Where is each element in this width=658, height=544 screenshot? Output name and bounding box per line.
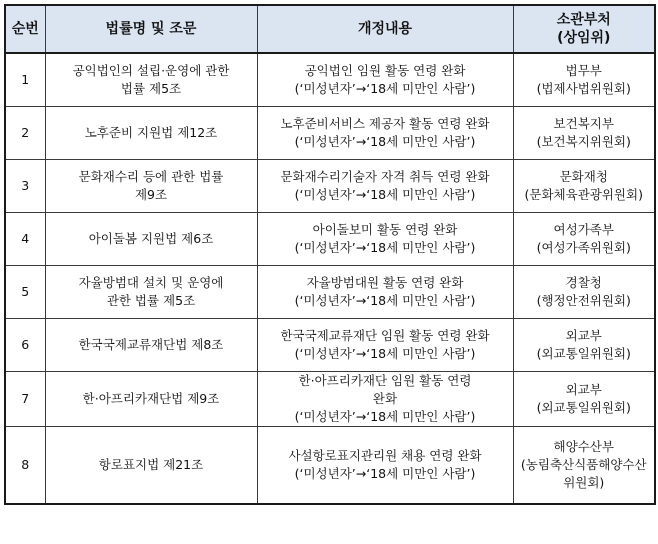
table-row [5, 319, 655, 372]
law-text: 아이돌봄 지원법 제6조 [88, 231, 214, 246]
content-cell [257, 319, 513, 372]
content-cell [257, 107, 513, 160]
content-text: (‘미성년자’→‘18세 미만인 사람’) [294, 466, 476, 481]
content-text: (‘미성년자’→‘18세 미만인 사람’) [294, 409, 476, 424]
law-text: 법률 제5조 [120, 81, 182, 96]
law-text: 한국국제교류재단법 제8조 [78, 337, 224, 352]
content-text: (‘미성년자’→‘18세 미만인 사람’) [294, 81, 476, 96]
committee-text: 위원회) [563, 475, 605, 490]
header-dept-line1: 소관부처 [556, 12, 611, 28]
committee-text: (법제사법위원회) [536, 81, 631, 96]
dept-cell [513, 107, 655, 160]
law-text: 문화재수리 등에 관한 법률 [78, 169, 224, 184]
dept-text: 문화재청 [559, 169, 608, 184]
law-cell [45, 107, 257, 160]
content-cell [257, 266, 513, 319]
table-row [5, 213, 655, 266]
row-no: 3 [5, 160, 45, 213]
dept-text: 해양수산부 [553, 439, 614, 454]
dept-text: 보건복지부 [553, 116, 614, 131]
dept-text: 법무부 [565, 63, 602, 78]
content-text: (‘미성년자’→‘18세 미만인 사람’) [294, 134, 476, 149]
header-row [5, 5, 655, 53]
committee-text: (외교통일위원회) [536, 400, 631, 415]
row-no: 6 [5, 319, 45, 372]
law-text: 제9조 [134, 187, 168, 202]
row-no: 4 [5, 213, 45, 266]
law-amendment-table [4, 4, 656, 505]
table-row [5, 266, 655, 319]
law-text: 노후준비 지원법 제12조 [84, 125, 218, 140]
content-cell [257, 427, 513, 505]
law-cell [45, 427, 257, 505]
dept-cell [513, 427, 655, 505]
content-cell [257, 372, 513, 427]
law-cell [45, 53, 257, 107]
law-cell [45, 266, 257, 319]
content-cell [257, 213, 513, 266]
table-row [5, 160, 655, 213]
law-text: 공익법인의 설립·운영에 관한 [72, 63, 230, 78]
dept-cell [513, 266, 655, 319]
committee-text: (외교통일위원회) [536, 346, 631, 361]
row-no: 5 [5, 266, 45, 319]
committee-text: (보건복지위원회) [536, 134, 631, 149]
header-dept-line2: (상임위) [557, 30, 611, 46]
content-text: 사설항로표지관리원 채용 연령 완화 [288, 448, 482, 463]
law-text: 한·아프리카재단법 제9조 [82, 391, 220, 406]
committee-text: (행정안전위원회) [536, 293, 631, 308]
content-text: 노후준비서비스 제공자 활동 연령 완화 [280, 116, 490, 131]
law-cell [45, 213, 257, 266]
dept-cell [513, 53, 655, 107]
law-cell [45, 319, 257, 372]
table-row [5, 427, 655, 505]
content-text: (‘미성년자’→‘18세 미만인 사람’) [294, 346, 476, 361]
dept-text: 여성가족부 [553, 222, 614, 237]
header-law: 법률명 및 조문 [45, 5, 257, 53]
dept-text: 외교부 [565, 328, 602, 343]
dept-cell [513, 160, 655, 213]
committee-text: (농림축산식품해양수산 [520, 457, 647, 472]
dept-cell [513, 319, 655, 372]
content-text: 문화재수리기술자 자격 취득 연령 완화 [280, 169, 490, 184]
content-text: 한국국제교류재단 임원 활동 연령 완화 [280, 328, 490, 343]
header-dept [513, 5, 655, 53]
dept-cell [513, 213, 655, 266]
table-row [5, 107, 655, 160]
law-text: 자율방범대 설치 및 운영에 [78, 275, 224, 290]
row-no: 8 [5, 427, 45, 505]
row-no: 2 [5, 107, 45, 160]
content-text: 아이돌보미 활동 연령 완화 [312, 222, 458, 237]
header-content: 개정내용 [257, 5, 513, 53]
dept-cell [513, 372, 655, 427]
content-text: 공익법인 임원 활동 연령 완화 [304, 63, 466, 78]
header-no: 순번 [5, 5, 45, 53]
table-row [5, 372, 655, 427]
law-cell [45, 160, 257, 213]
law-text: 항로표지법 제21조 [98, 457, 204, 472]
content-text: 완화 [372, 391, 398, 406]
content-cell [257, 53, 513, 107]
content-text: (‘미성년자’→‘18세 미만인 사람’) [294, 187, 476, 202]
dept-text: 경찰청 [565, 275, 602, 290]
content-text: (‘미성년자’→‘18세 미만인 사람’) [294, 240, 476, 255]
content-cell [257, 160, 513, 213]
content-text: 한·아프리카재단 임원 활동 연령 [298, 373, 472, 388]
row-no: 1 [5, 53, 45, 107]
dept-text: 외교부 [565, 382, 602, 397]
committee-text: (문화체육관광위원회) [524, 187, 643, 202]
content-text: (‘미성년자’→‘18세 미만인 사람’) [294, 293, 476, 308]
content-text: 자율방범대원 활동 연령 완화 [306, 275, 464, 290]
table-row [5, 53, 655, 107]
row-no: 7 [5, 372, 45, 427]
law-cell [45, 372, 257, 427]
committee-text: (여성가족위원회) [536, 240, 631, 255]
law-text: 관한 법률 제5조 [106, 293, 196, 308]
